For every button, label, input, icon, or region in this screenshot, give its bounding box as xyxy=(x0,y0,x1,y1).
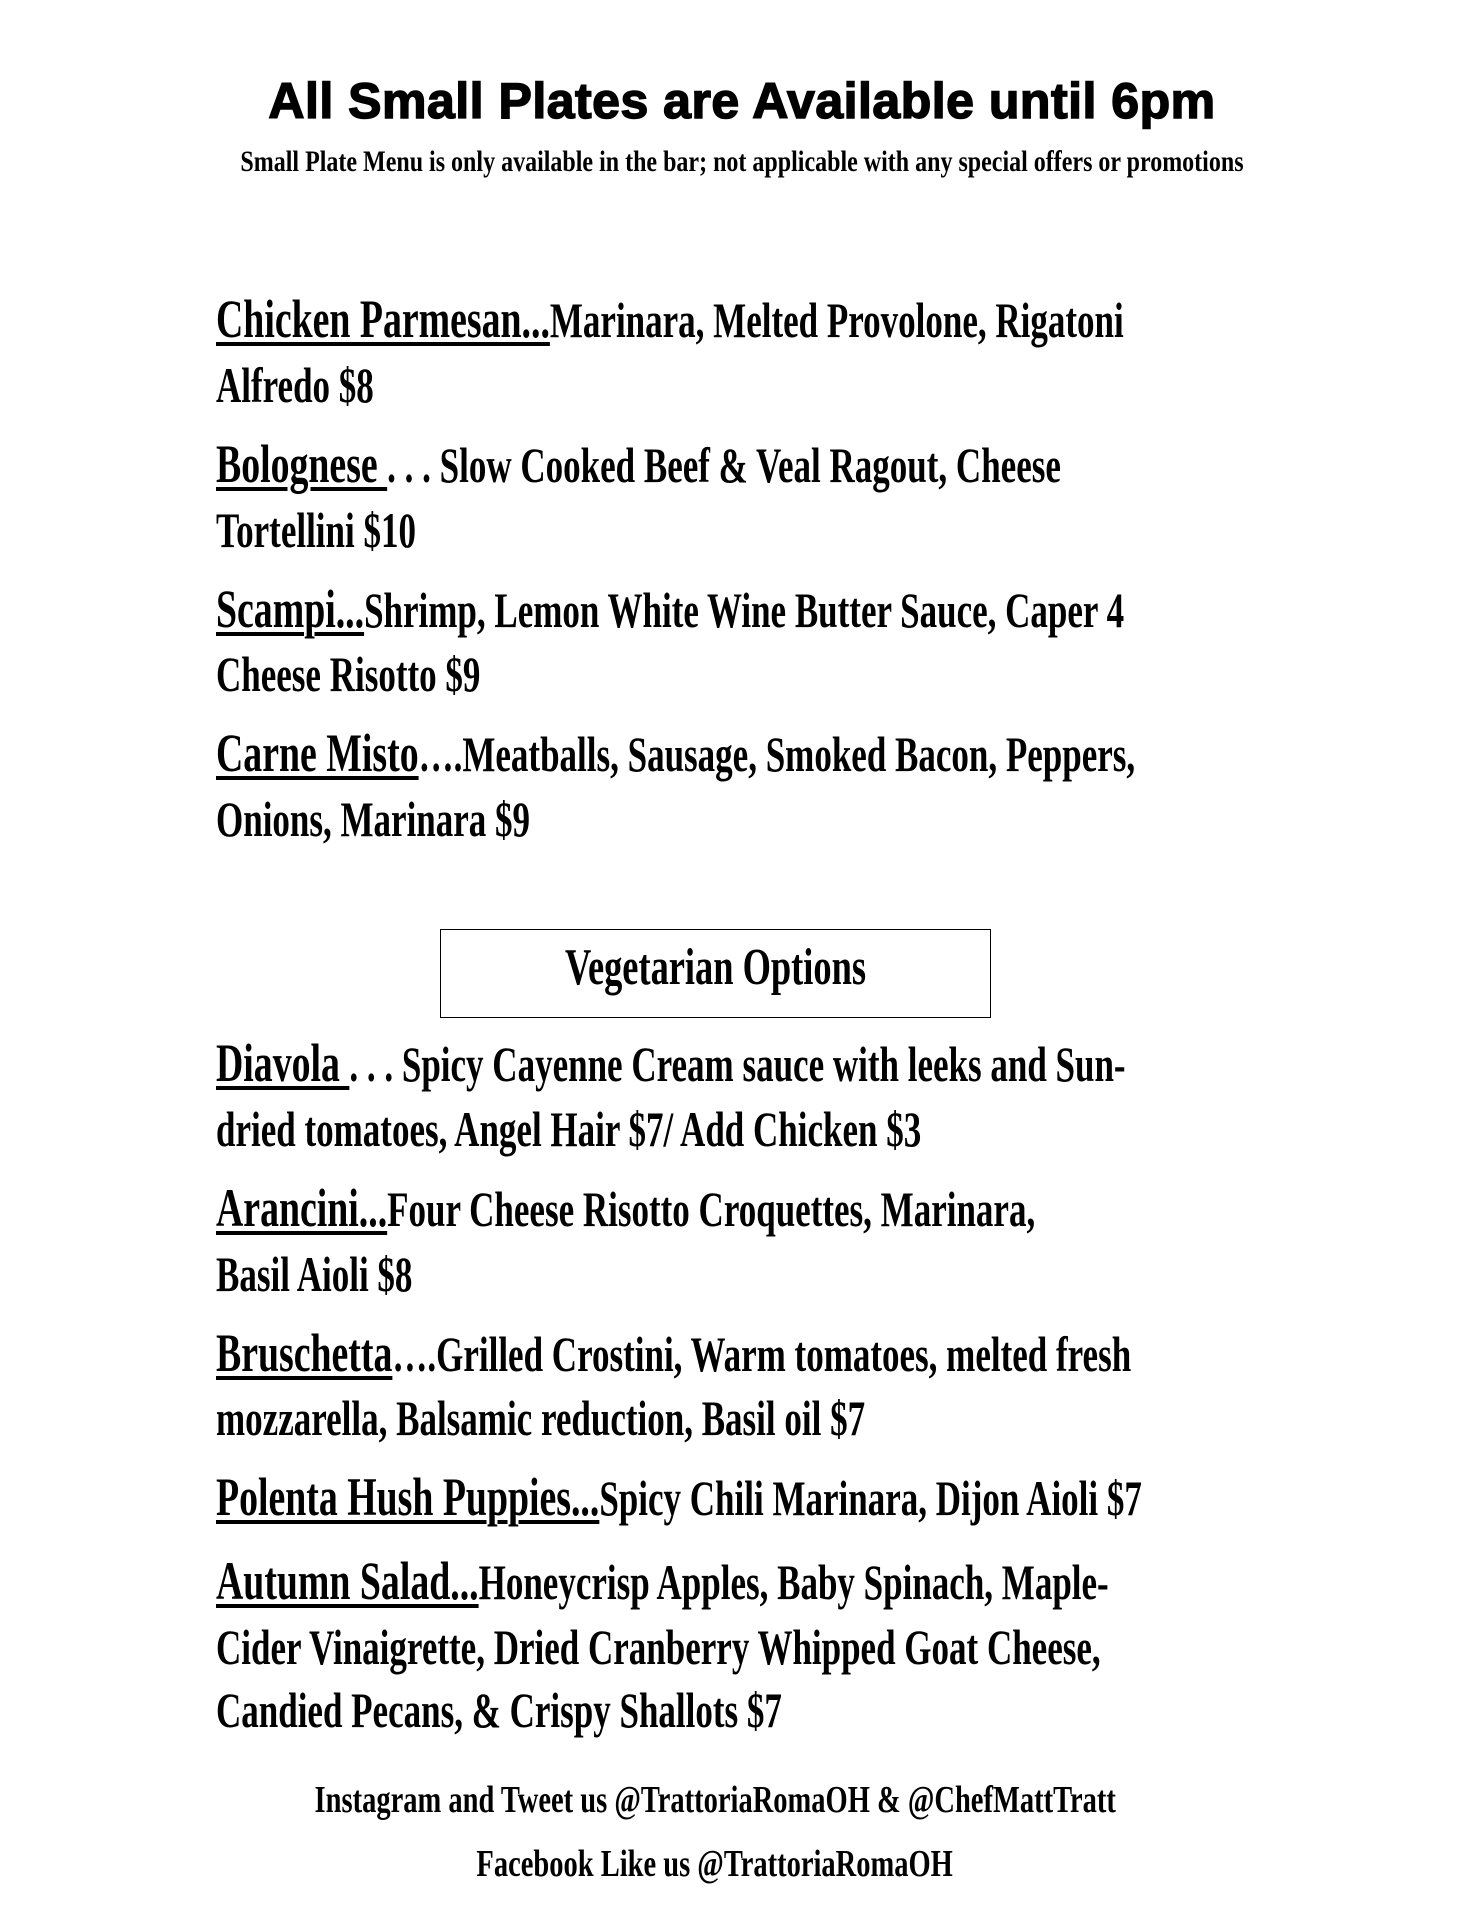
item-desc: Cheese Risotto $9 xyxy=(216,646,481,702)
item-line xyxy=(216,434,1061,494)
item-desc: Spicy Chili Marinara, Dijon Aioli $7 xyxy=(599,1470,1142,1526)
item-line xyxy=(216,289,1124,349)
vegetarian-heading: Vegetarian Options xyxy=(565,939,866,996)
item-name: Chicken Parmesan... xyxy=(216,289,550,349)
vegetarian-heading-box xyxy=(440,929,991,1018)
item-name: Bruschetta xyxy=(216,1323,393,1383)
item-name: Arancini... xyxy=(216,1178,388,1238)
item-desc: . . . Slow Cooked Beef & Veal Ragout, Cheese xyxy=(387,437,1061,493)
item-desc: Cider Vinaigrette, Dried Cranberry Whipped Goat Cheese, xyxy=(216,1619,1101,1675)
item-line xyxy=(216,723,1136,783)
footer-line: Facebook Like us @TrattoriaRomaOH xyxy=(476,1843,954,1885)
item-name: Diavola xyxy=(216,1033,350,1093)
item-desc: Onions, Marinara $9 xyxy=(216,791,531,847)
item-desc: Tortellini $10 xyxy=(216,502,416,558)
item-desc: Honeycrisp Apples, Baby Spinach, Maple- xyxy=(478,1554,1109,1610)
item-line xyxy=(216,1551,1109,1611)
item-line xyxy=(216,1467,1142,1527)
footer-line: Instagram and Tweet us @TrattoriaRomaOH & @ChefMattTratt xyxy=(314,1779,1116,1821)
subtitle xyxy=(0,145,1484,179)
item-line xyxy=(216,579,1125,639)
item-desc: mozzarella, Balsamic reduction, Basil oil $7 xyxy=(216,1390,866,1446)
item-line xyxy=(216,1033,1126,1093)
item-name: Carne Misto xyxy=(216,723,419,783)
item-desc: Shrimp, Lemon White Wine Butter Sauce, Caper 4 xyxy=(364,582,1125,638)
item-name: Bolognese xyxy=(216,434,388,494)
item-name: Scampi... xyxy=(216,579,365,639)
item-line xyxy=(216,1178,1036,1238)
item-desc: Four Cheese Risotto Croquettes, Marinara, xyxy=(387,1181,1036,1237)
item-desc: Basil Aioli $8 xyxy=(216,1246,413,1302)
footer-facebook xyxy=(0,1842,1430,1886)
item-desc: dried tomatoes, Angel Hair $7/ Add Chicken $3 xyxy=(216,1101,922,1157)
page-title: All Small Plates are Available until 6pm xyxy=(268,73,1216,129)
item-desc: Alfredo $8 xyxy=(216,357,374,413)
subtitle-text: Small Plate Menu is only available in the bar; not applicable with any special offers or promotions xyxy=(240,145,1244,178)
item-desc: . . . Spicy Cayenne Cream sauce with leeks and Sun- xyxy=(349,1036,1126,1092)
item-name: Polenta Hush Puppies... xyxy=(216,1467,600,1527)
item-desc: ….Meatballs, Sausage, Smoked Bacon, Peppers, xyxy=(418,726,1136,782)
item-line xyxy=(216,1323,1132,1383)
item-desc: Marinara, Melted Provolone, Rigatoni xyxy=(549,292,1124,348)
item-desc: Candied Pecans, & Crispy Shallots $7 xyxy=(216,1682,782,1738)
item-name: Autumn Salad... xyxy=(216,1551,479,1611)
item-desc: ….Grilled Crostini, Warm tomatoes, melted fresh xyxy=(392,1326,1132,1382)
footer-social xyxy=(0,1778,1430,1822)
